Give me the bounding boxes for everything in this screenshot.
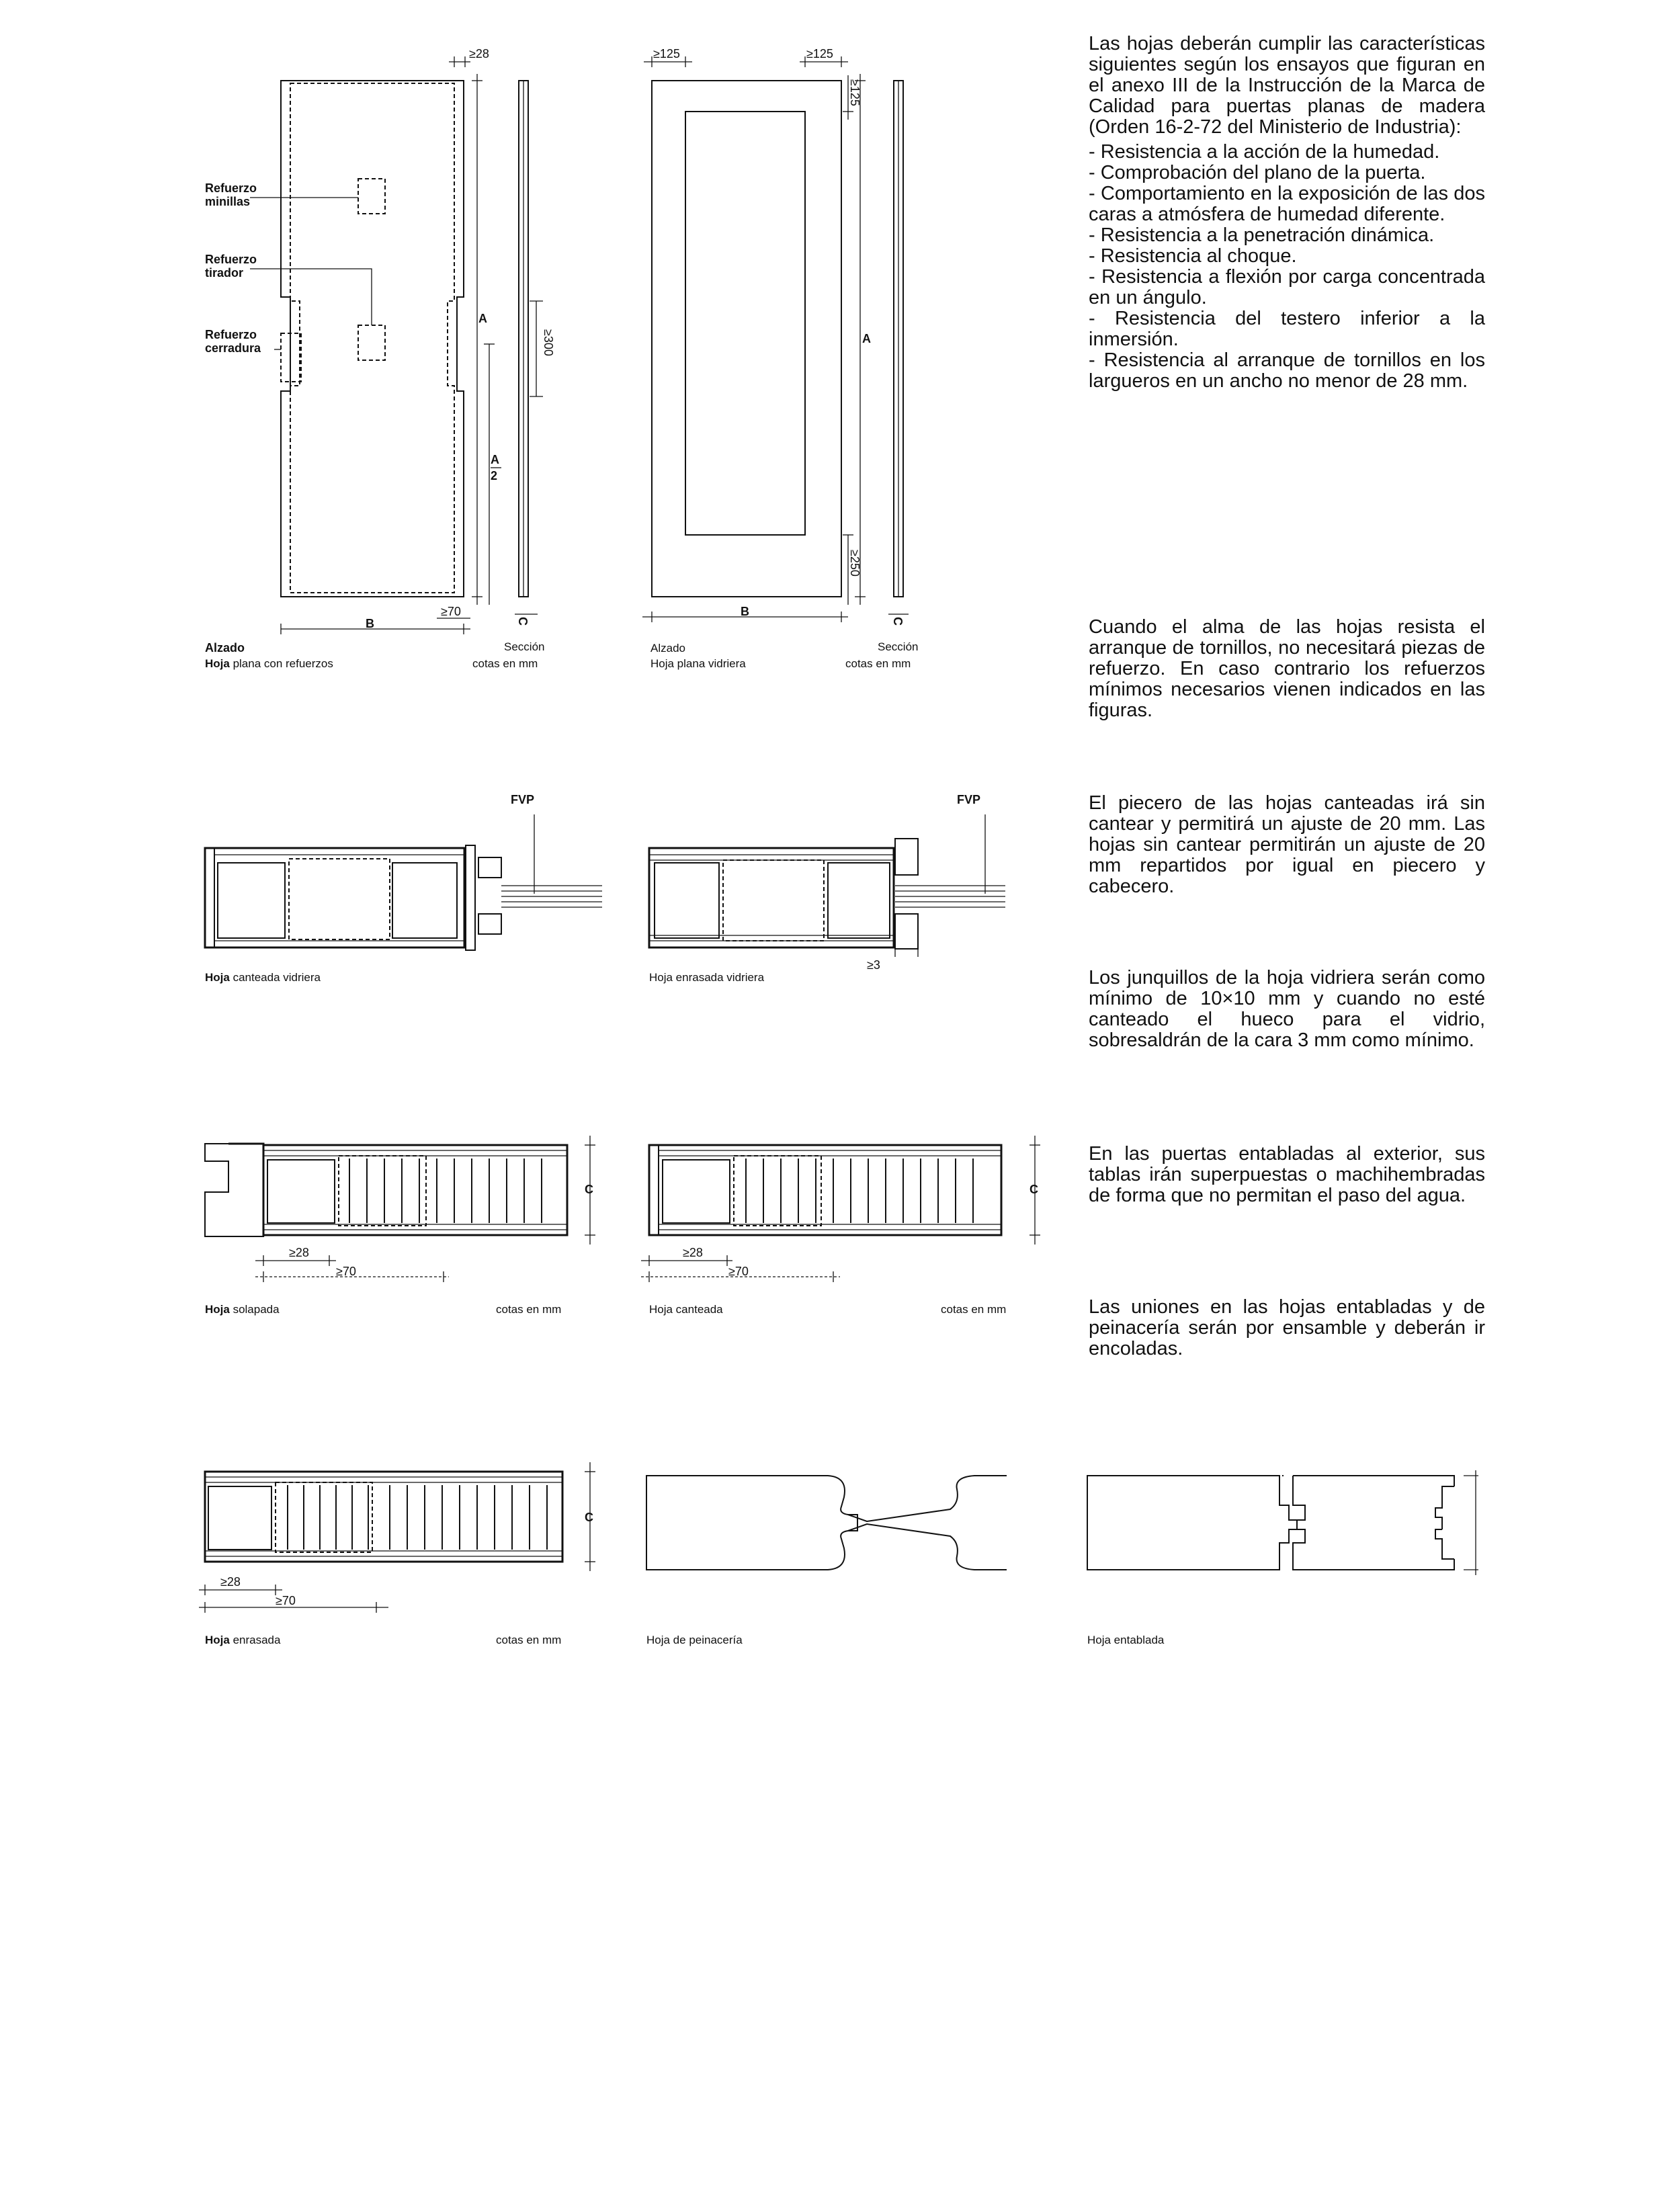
dim-3: ≥3 [867,958,880,972]
figure-alzado-refuerzos [205,47,555,670]
paragraph-junquillos [1089,968,1485,1051]
caption-solapada: Hoja solapada [205,1303,280,1316]
dim-28-top: ≥28 [469,47,489,60]
paragraph-piecero [1089,793,1485,897]
paragraph-entabladas [1089,1144,1485,1206]
svg-text:Sección: Sección [878,640,919,653]
svg-text:Alzado: Alzado [205,641,245,655]
requirements-list [1089,142,1485,392]
paragraph-alma [1089,617,1485,721]
dim-70-canteada: ≥70 [728,1265,749,1278]
requirement-item: - Resistencia a flexión por carga concentrada en un ángulo. [1089,267,1485,308]
svg-text:cerradura: cerradura [205,341,261,355]
slats-canteada [746,1158,973,1223]
svg-text:cotas en mm: cotas en mm [472,657,538,670]
figure-canteada-vidriera [205,793,602,984]
dim-125-left: ≥125 [653,47,680,60]
intro-paragraph: Las hojas deberán cumplir las características siguientes según los ensayos que figuran en el anexo III de la Instrucción de la Marca de Calidad para puertas planas de madera (Orden 16-2-72 del Ministerio de Industria): [1089,33,1485,138]
label-refuerzo-tirador: Refuerzo [205,253,257,266]
requirement-item: - Comprobación del plano de la puerta. [1089,163,1485,183]
svg-text:minillas: minillas [205,195,251,208]
caption-peinaceria: Hoja de peinacería [646,1634,743,1646]
svg-text:cotas en mm: cotas en mm [496,1634,562,1646]
dim-c: C [516,617,530,626]
figure-enrasada-vidriera [649,793,1005,984]
caption-entablada: Hoja entablada [1087,1634,1165,1646]
slats-solapada [349,1158,542,1223]
svg-text:A: A [862,332,871,345]
svg-text:Alzado: Alzado [650,642,685,655]
caption-canteada: Hoja canteada [649,1303,723,1316]
dim-b: B [366,617,374,630]
dim-c-canteada: C [1030,1183,1038,1196]
figure-enrasada [199,1462,595,1646]
dim-70: ≥70 [441,605,461,618]
dim-28-solapada: ≥28 [289,1246,309,1259]
figure-entablada [1087,1470,1478,1646]
svg-text:cotas en mm: cotas en mm [845,657,911,670]
caption-canteada-vidriera: Hoja canteada vidriera [205,971,321,984]
svg-text:2: 2 [491,469,498,482]
dim-a: A [478,312,487,325]
label-fvp-1: FVP [511,793,535,806]
svg-text:cotas en mm: cotas en mm [941,1303,1007,1316]
requirement-item: - Resistencia al choque. [1089,246,1485,267]
svg-text:tirador: tirador [205,266,244,280]
dim-250: ≥250 [848,550,862,577]
dim-70-enrasada: ≥70 [276,1594,296,1607]
figure-canteada [641,1136,1040,1316]
paragraph-uniones [1089,1297,1485,1359]
paragraph-uniones-text: Las uniones en las hojas entabladas y de peinacería serán por ensamble y deberán ir encoladas. [1089,1296,1485,1359]
label-fvp-2: FVP [957,793,981,806]
dim-a2: A [491,453,499,466]
caption-enrasada-vidriera: Hoja enrasada vidriera [649,971,765,984]
dim-c-enrasada: C [585,1511,593,1524]
figure-solapada [205,1136,595,1316]
requirement-item: - Resistencia al arranque de tornillos en los largueros en un ancho no menor de 28 mm. [1089,350,1485,392]
requirement-item: - Resistencia a la penetración dinámica. [1089,225,1485,246]
requirement-item: - Resistencia a la acción de la humedad. [1089,142,1485,163]
svg-text:Sección: Sección [504,640,545,653]
caption-enrasada: Hoja enrasada [205,1634,281,1646]
paragraph-entabladas-text: En las puertas entabladas al exterior, sus tablas irán superpuestas o machihembradas de forma que no permitan el paso del agua. [1089,1143,1485,1206]
requirement-item: - Comportamiento en la exposición de las dos caras a atmósfera de humedad diferente. [1089,183,1485,225]
dim-70-solapada: ≥70 [336,1265,356,1278]
dim-c-solapada: C [585,1183,593,1196]
svg-text:B: B [741,605,749,618]
label-refuerzo-cerradura: Refuerzo [205,328,257,341]
svg-text:C: C [891,617,905,626]
figure-alzado-vidriera [642,47,918,670]
caption-hoja-vidriera: Hoja plana vidriera [650,657,746,670]
dim-28-enrasada: ≥28 [220,1575,241,1589]
figure-peinaceria [646,1476,1007,1646]
paragraph-junquillos-text: Los junquillos de la hoja vidriera serán como mínimo de 10×10 mm y cuando no esté canteado el hueco para el vidrio, sobresaldrán de la cara 3 mm como mínimo. [1089,967,1485,1051]
requirement-item: - Resistencia del testero inferior a la inmersión. [1089,308,1485,350]
paragraph-alma-text: Cuando el alma de las hojas resista el arranque de tornillos, no necesitará piezas de refuerzo. En caso contrario los refuerzos mínimos necesarios vienen indicados en las figuras. [1089,616,1485,721]
caption-hoja-refuerzos: Hoja plana con refuerzos [205,657,333,670]
dim-28-canteada: ≥28 [683,1246,703,1259]
slats-enrasada [288,1485,547,1550]
paragraph-piecero-text: El piecero de las hojas canteadas irá sin cantear y permitirá un ajuste de 20 mm. Las hojas sin cantear permitirán un ajuste de 20 mm repartidos por igual en piecero y cabecero. [1089,792,1485,897]
dim-125-top: ≥125 [848,79,862,106]
svg-text:cotas en mm: cotas en mm [496,1303,562,1316]
text-requirements-block [1089,34,1485,392]
dim-300: ≥300 [542,329,555,356]
label-refuerzo-minillas: Refuerzo [205,181,257,195]
dim-125-right: ≥125 [806,47,833,60]
